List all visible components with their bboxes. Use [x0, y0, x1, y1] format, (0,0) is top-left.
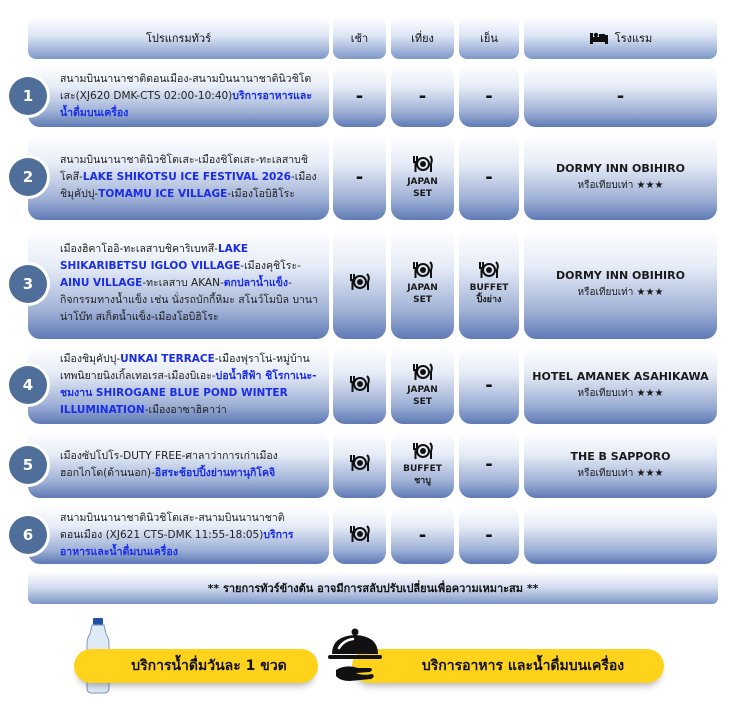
dinner-cell: [459, 134, 519, 220]
hotel-name: DORMY INN OBIHIRO: [556, 162, 685, 175]
lunch-cell: [391, 228, 454, 339]
program-text: -เมืองฟุราโน่-หมู่บ้านเทพนิยายนิงเกิ้ลเทอเรส-เมืองบิเอะ-: [60, 353, 310, 382]
cloche-icon: [326, 626, 384, 686]
footer-note-text: ** รายการทัวร์ข้างต้น อาจมีการสลับปรับเปลี่ยนเพื่อความเหมาะสม **: [207, 581, 539, 595]
water-badge-text: บริการน้ำดื่มวันละ 1 ขวด: [131, 658, 287, 674]
dinner-cell: [459, 228, 519, 339]
breakfast-cell: [333, 506, 386, 564]
breakfast-cell: [333, 65, 386, 127]
hotel-cell: [524, 134, 717, 220]
lunch-cell: [391, 431, 454, 498]
hotel-cell: [524, 431, 717, 498]
meal-badge: [352, 649, 664, 683]
hotel-name: THE B SAPPORO: [570, 449, 671, 463]
meal-none-dash: -: [418, 85, 427, 107]
dinner-cell: [459, 431, 519, 498]
header-lunch-label: เที่ยง: [411, 32, 434, 45]
hotel-bed-icon: [589, 31, 609, 45]
dinner-cell: [459, 346, 519, 424]
meal-none-dash: -: [485, 374, 493, 396]
plate-icon: [478, 261, 500, 279]
meal-type-sublabel: SET: [413, 295, 432, 305]
meal-none-dash: -: [485, 85, 493, 107]
hotel-cell: [524, 228, 717, 339]
lunch-cell: [391, 134, 454, 220]
meal-none-dash: -: [355, 166, 364, 188]
header-dinner: [459, 17, 519, 59]
meal-type-sublabel: SET: [413, 188, 432, 199]
meal-type-label: JAPAN: [407, 283, 438, 293]
program-text: -ทะเลสาบ AKAN-: [142, 277, 224, 289]
program-text: สนามบินนานาชาติดอนเมือง-สนามบินนานาชาตินิวชิโตเสะ: [60, 72, 312, 102]
hotel-rating: หรือเทียบเท่า ★★★: [577, 388, 664, 399]
meal-none-dash: -: [418, 524, 427, 546]
breakfast-cell: [333, 431, 386, 498]
hotel-cell: [524, 506, 717, 564]
plate-icon: [349, 454, 371, 472]
day-program-cell: [28, 346, 329, 424]
meal-type-sublabel: SET: [413, 396, 432, 407]
meal-none-dash: -: [355, 85, 364, 107]
program-text: -เมืองชิมุคัปปุ-: [60, 170, 317, 200]
header-program-label: โปรแกรมทัวร์: [145, 32, 212, 45]
day-number-badge: 6: [9, 516, 47, 554]
lunch-cell: [391, 346, 454, 424]
hotel-rating: หรือเทียบเท่า ★★★: [577, 286, 664, 298]
meal-none-dash: -: [485, 166, 493, 188]
meal-type-label: BUFFET: [469, 283, 509, 293]
program-text: (XJ620 DMK-CTS 02:00-10:40): [75, 89, 233, 102]
hotel-cell: [524, 65, 717, 127]
breakfast-cell: [333, 346, 386, 424]
day-number-badge: 4: [9, 366, 47, 404]
program-highlight-text: LAKE SHIKOTSU ICE FESTIVAL 2026: [82, 170, 291, 183]
meal-none-dash: -: [485, 524, 493, 546]
program-highlight-text: TOMAMU ICE VILLAGE: [98, 187, 228, 200]
header-program: [28, 17, 329, 59]
program-text: สนามบินนานาชาตินิวชิโตเสะ-สนามบินนานาชาติดอนเมือง (XJ621 CTS-DMK 11:55-18:05): [60, 511, 285, 541]
hotel-name: HOTEL AMANEK ASAHIKAWA: [532, 370, 709, 383]
plate-icon: [412, 155, 434, 173]
day-program-cell: [28, 228, 329, 339]
hotel-name: -: [616, 85, 625, 107]
hotel-rating: หรือเทียบเท่า ★★★: [577, 180, 664, 191]
breakfast-cell: [333, 134, 386, 220]
program-text: สนามบินนานาชาตินิวชิโตเสะ-เมืองชิโตเสะ-ทะเลสาบชิโคสึ-: [60, 153, 308, 183]
hotel-cell: [524, 346, 717, 424]
meal-type-sublabel: ชาบู: [414, 476, 431, 486]
water-badge: [74, 649, 318, 683]
header-lunch: [391, 17, 454, 59]
day-number-badge: 1: [9, 77, 47, 115]
plate-icon: [412, 363, 434, 381]
program-text: -เมืองโอบิฮิโระ: [227, 187, 295, 200]
header-hotel: [524, 17, 717, 59]
program-highlight-text: LAKE SHIKARIBETSU IGLOO VILLAGE: [60, 243, 249, 272]
meal-type-label: JAPAN: [407, 384, 438, 395]
program-highlight-text: ตกปลาน้ำแข็ง: [223, 277, 289, 289]
hotel-name: DORMY INN OBIHIRO: [556, 268, 685, 282]
day-program-cell: [28, 506, 329, 564]
breakfast-cell: [333, 228, 386, 339]
program-highlight-text: UNKAI TERRACE: [120, 353, 215, 365]
day-number-badge: 3: [9, 265, 47, 303]
program-text: -เมืองอาซาฮิคาว่า: [144, 404, 227, 416]
plate-icon: [412, 442, 434, 460]
meal-none-dash: -: [485, 454, 493, 475]
program-highlight-text: บริการอาหารและน้ำดื่มบนเครื่อง: [60, 528, 294, 558]
meal-badge-text: บริการอาหาร และน้ำดื่มบนเครื่อง: [421, 658, 625, 674]
lunch-cell: [391, 506, 454, 564]
day-program-cell: [28, 65, 329, 127]
header-breakfast: [333, 17, 386, 59]
program-highlight-text: อิสระช้อปปิ้งย่านทานุกิโคจิ: [154, 466, 276, 479]
hotel-rating: หรือเทียบเท่า ★★★: [577, 467, 664, 479]
footer-note: [28, 571, 718, 604]
day-number-badge: 2: [9, 158, 47, 196]
plate-icon: [349, 375, 371, 393]
plate-icon: [349, 525, 371, 543]
day-number-badge: 5: [9, 446, 47, 484]
meal-type-label: JAPAN: [407, 176, 438, 187]
header-dinner-label: เย็น: [480, 32, 498, 45]
lunch-cell: [391, 65, 454, 127]
plate-icon: [412, 261, 434, 279]
program-highlight-text: บริการอาหารและน้ำดื่มบนเครื่อง: [60, 89, 312, 119]
program-text: เมืองชิมุคัปปุ-: [60, 353, 121, 365]
program-text: -เมืองคุชิโระ-: [240, 260, 301, 272]
program-highlight-text: บ่อน้ำสีฟ้า ชิโรกาเนะ-ชมงาน SHIROGANE BLUE POND WINTER ILLUMINATION: [60, 370, 317, 416]
dinner-cell: [459, 506, 519, 564]
meal-type-sublabel: ปิ้งย่าง: [476, 295, 502, 305]
meal-type-label: BUFFET: [403, 464, 442, 474]
program-text: -กิจกรรมทางน้ำแข็ง เช่น นั่งรถบักกี้หิมะ สโนว์โมบิล บานาน่าโบ๊ท สเก็ตน้ำแข็ง-เมืองโอบิฮิโระ: [60, 277, 318, 323]
day-program-cell: [28, 431, 329, 498]
day-program-cell: [28, 134, 329, 220]
program-text: เมืองซัปโปโร-DUTY FREE-ศาลาว่าการเก่าเมืองฮอกไกโด(ด้านนอก)-: [60, 449, 278, 479]
header-hotel-label: โรงแรม: [614, 32, 653, 45]
program-text: เมืองฮิคาโออิ-ทะเลสาบชิคาริเบทสึ-: [60, 243, 218, 255]
dinner-cell: [459, 65, 519, 127]
plate-icon: [349, 273, 371, 291]
header-breakfast-label: เช้า: [350, 32, 369, 45]
program-highlight-text: AINU VILLAGE: [60, 277, 143, 289]
